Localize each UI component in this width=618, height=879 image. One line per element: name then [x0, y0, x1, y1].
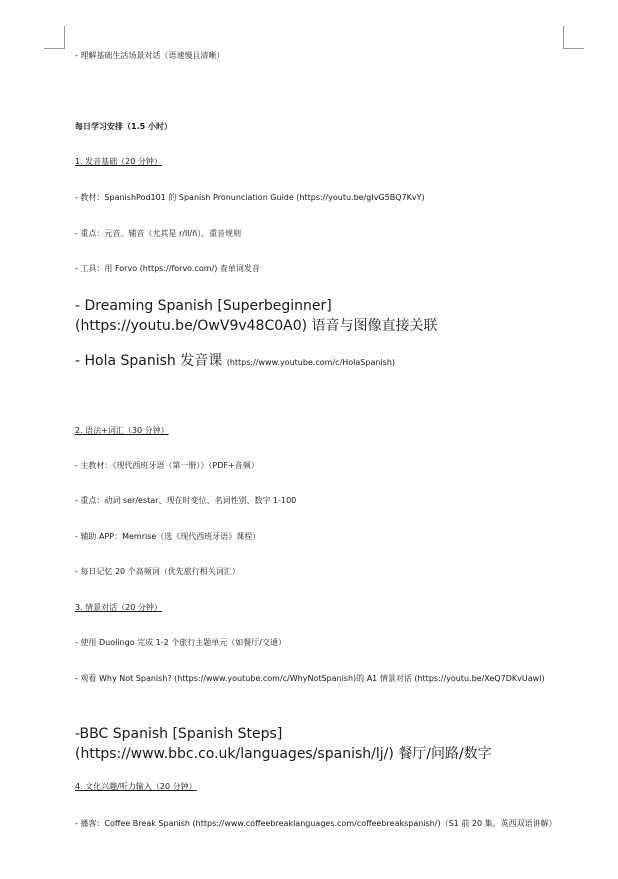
section-1-bullet-5 [75, 350, 395, 370]
section-1-bullet-1: - 教材：SpanishPod101 的 Spanish Pronunciation Guide (https://youtu.be/gIvG5BQ7KvY) [75, 193, 425, 202]
section-1-bullet-3: - 工具：用 Forvo (https://forvo.com/) 查单词发音 [75, 264, 260, 273]
intro-line: - 理解基础生活场景对话（语速慢且清晰） [75, 51, 225, 60]
section-3-bullet-3: -BBC Spanish [Spanish Steps] (https://www.bbc.co.uk/languages/spanish/lj/) 餐厅/问路/数字 [75, 726, 492, 762]
crop-mark-top-left [44, 26, 65, 49]
section-3-bullet-1: - 使用 Duolingo 完成 1-2 个旅行主题单元（如餐厅/交通） [75, 638, 286, 647]
section-1-bullet-5-link[interactable]: (https://www.youtube.com/c/HolaSpanish) [226, 358, 396, 367]
section-3-heading: 3. 情景对话（20 分钟） [75, 603, 162, 612]
section-1-bullet-2: - 重点：元音、辅音（尤其是 r/ll/ñ）、重音规则 [75, 229, 242, 238]
section-2-bullet-3: - 辅助 APP：Memrise（选《现代西班牙语》课程） [75, 532, 261, 541]
section-3-bullet-2: - 观看 Why Not Spanish? (https://www.youtube.com/c/WhyNotSpanish)的 A1 情景对话 (https://youtu.be/XeQ7DKvUawI) [75, 674, 545, 683]
crop-mark-top-right [563, 26, 584, 49]
section-2-heading: 2. 语法+词汇（30 分钟） [75, 426, 169, 435]
section-2-bullet-1: - 主教材：《现代西班牙语（第一册）》（PDF+音频） [75, 461, 259, 470]
section-1-bullet-5-text: - Hola Spanish 发音课 [75, 353, 227, 369]
schedule-heading: 每日学习安排（1.5 小时） [75, 122, 172, 131]
section-1-heading: 1. 发音基础（20 分钟） [75, 157, 162, 166]
section-4-bullet-1: - 播客：Coffee Break Spanish (https://www.coffeebreaklanguages.com/coffeebreakspanish/)（S1 前 20 集，英西双语讲解） [75, 819, 557, 828]
section-1-bullet-4: - Dreaming Spanish [Superbeginner] (https://youtu.be/OwV9v48C0A0) 语音与图像直接关联 [75, 298, 438, 334]
section-2-bullet-2: - 重点：动词 ser/estar、现在时变位、名词性别、数字 1-100 [75, 496, 297, 505]
section-2-bullet-4: - 每日记忆 20 个高频词（优先旅行相关词汇） [75, 567, 240, 576]
section-4-heading: 4. 文化兴趣/听力输入（20 分钟） [75, 782, 197, 791]
